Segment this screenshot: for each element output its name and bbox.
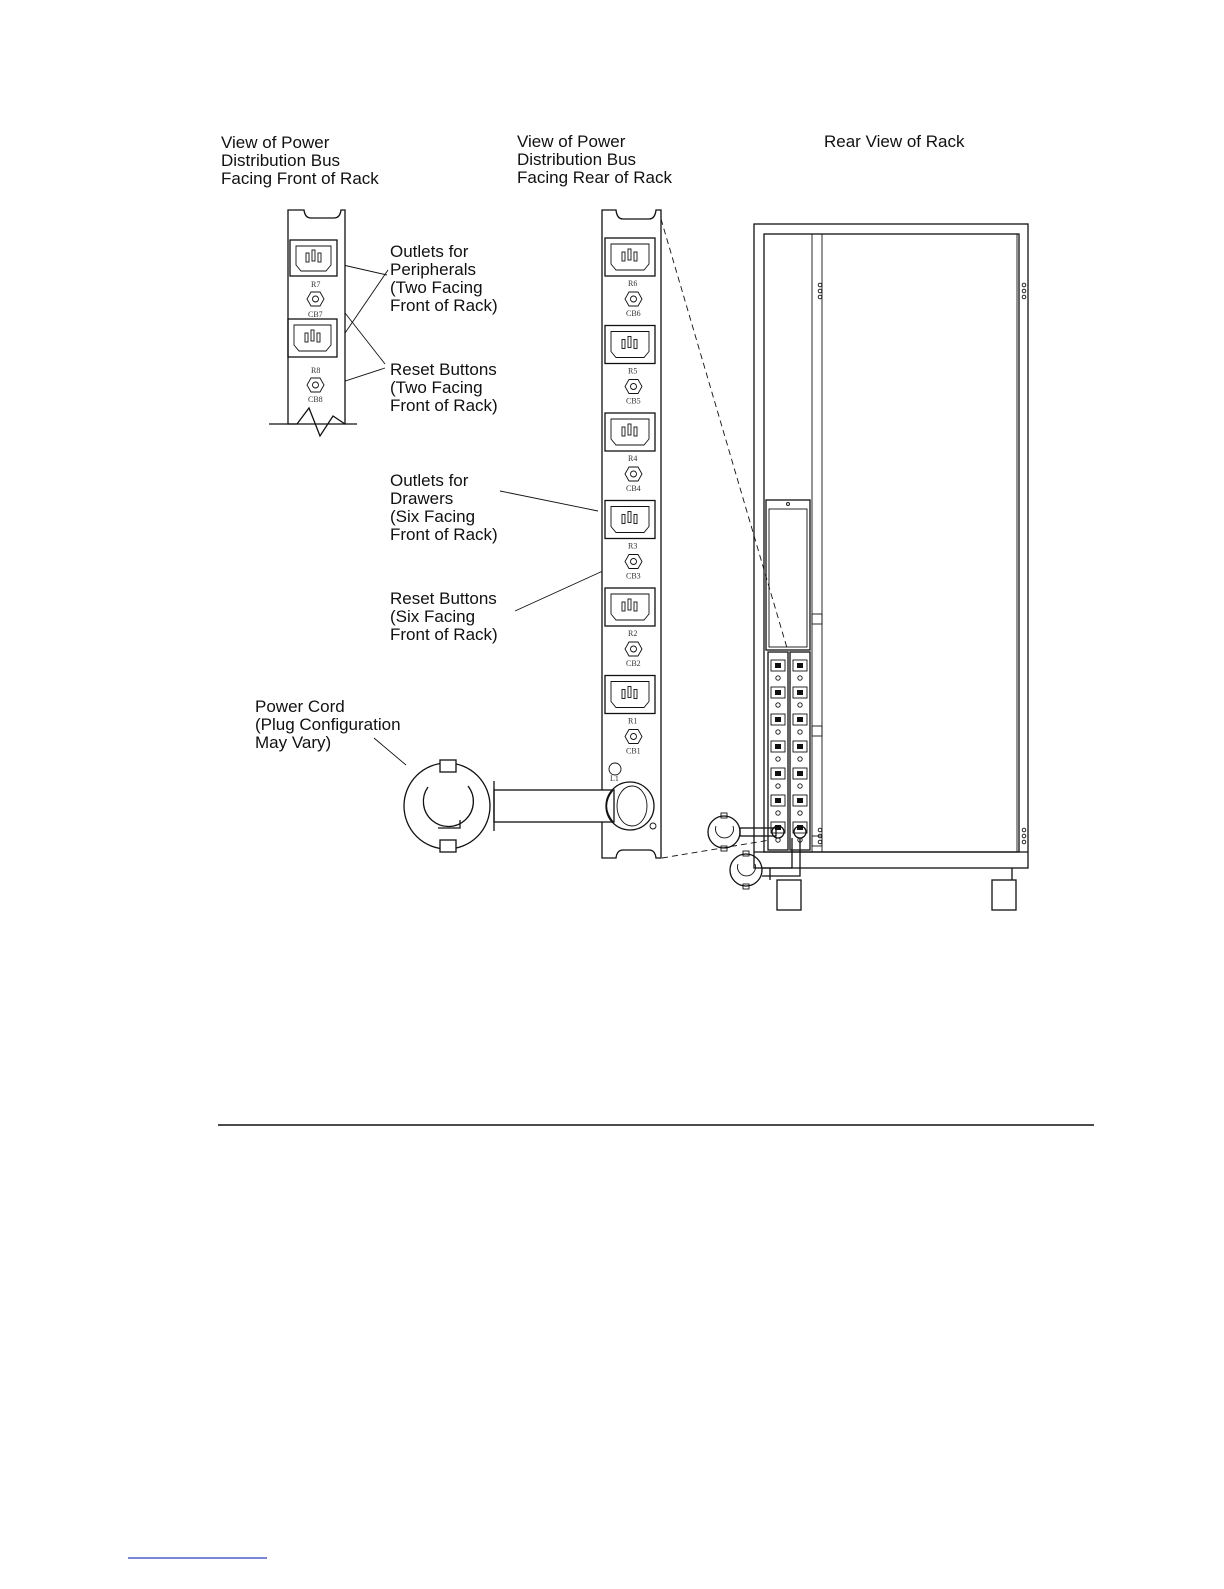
- mini-outlet-icon: [793, 795, 807, 806]
- callout-reset-two: Reset Buttons (Two Facing Front of Rack): [390, 360, 498, 415]
- outlet-label: R2: [628, 629, 638, 638]
- breaker-label: CB7: [308, 310, 323, 319]
- mini-breaker-icon: [798, 757, 802, 761]
- mini-breaker-icon: [776, 811, 780, 815]
- mini-outlet-icon: [771, 714, 785, 725]
- callout-outlets-drawers: Outlets for Drawers (Six Facing Front of Rack): [390, 471, 498, 544]
- plug-face-icon: [404, 763, 490, 849]
- mini-breaker-icon: [798, 784, 802, 788]
- mini-breaker-icon: [798, 811, 802, 815]
- breaker-label: CB1: [626, 746, 641, 756]
- rack-foot: [777, 880, 801, 910]
- rear-bus-panel: [602, 210, 661, 858]
- outlet-label: R4: [628, 454, 638, 463]
- breaker-label: CB5: [626, 396, 641, 406]
- mini-outlet-icon: [793, 687, 807, 698]
- mini-breaker-icon: [776, 730, 780, 734]
- mount-holes: [818, 283, 1026, 844]
- rack-foot: [992, 880, 1016, 910]
- mini-breaker-icon: [776, 757, 780, 761]
- mini-outlet-icon: [771, 741, 785, 752]
- breaker-label: CB2: [626, 659, 641, 668]
- caption-front-view: View of Power Distribution Bus Facing Front of Rack: [221, 133, 379, 188]
- mini-breaker-icon: [798, 676, 802, 680]
- callout-reset-six: Reset Buttons (Six Facing Front of Rack): [390, 589, 498, 644]
- mini-outlet-icon: [771, 660, 785, 671]
- caption-rear-bus-view: View of Power Distribution Bus Facing Rear of Rack: [517, 132, 672, 187]
- outlet-label: R7: [311, 280, 321, 289]
- breaker-label: CB3: [626, 571, 641, 581]
- callout-power-cord: Power Cord (Plug Configuration May Vary): [255, 697, 401, 752]
- mini-outlet-icon: [771, 795, 785, 806]
- mini-outlet-icon: [793, 822, 807, 833]
- mini-breaker-icon: [776, 676, 780, 680]
- outlet-label: R6: [628, 279, 638, 288]
- rack-rear-view: [708, 224, 1028, 910]
- breaker-label: CB6: [626, 309, 641, 318]
- mini-outlet-icon: [771, 768, 785, 779]
- power-cord: [494, 790, 614, 822]
- outlet-label: R8: [311, 366, 321, 375]
- outlet-label: R5: [628, 366, 638, 376]
- outlet-label: R1: [628, 716, 638, 726]
- mini-breaker-icon: [776, 784, 780, 788]
- mini-outlet-icon: [771, 687, 785, 698]
- mini-outlet-icon: [793, 714, 807, 725]
- breaker-label: CB4: [626, 484, 641, 493]
- cord-label: L1: [610, 774, 619, 783]
- caption-rack-rear-view: Rear View of Rack: [824, 132, 965, 151]
- front-bus-panel: [269, 210, 357, 436]
- mini-breaker-icon: [798, 703, 802, 707]
- mini-outlet-icon: [793, 768, 807, 779]
- outlet-label: R3: [628, 541, 638, 551]
- mini-outlet-icon: [793, 660, 807, 671]
- mini-breaker-icon: [776, 703, 780, 707]
- breaker-label: CB8: [308, 395, 323, 404]
- mini-outlet-icon: [793, 741, 807, 752]
- callout-outlets-peripherals: Outlets for Peripherals (Two Facing Front of Rack): [390, 242, 498, 315]
- mini-breaker-icon: [798, 730, 802, 734]
